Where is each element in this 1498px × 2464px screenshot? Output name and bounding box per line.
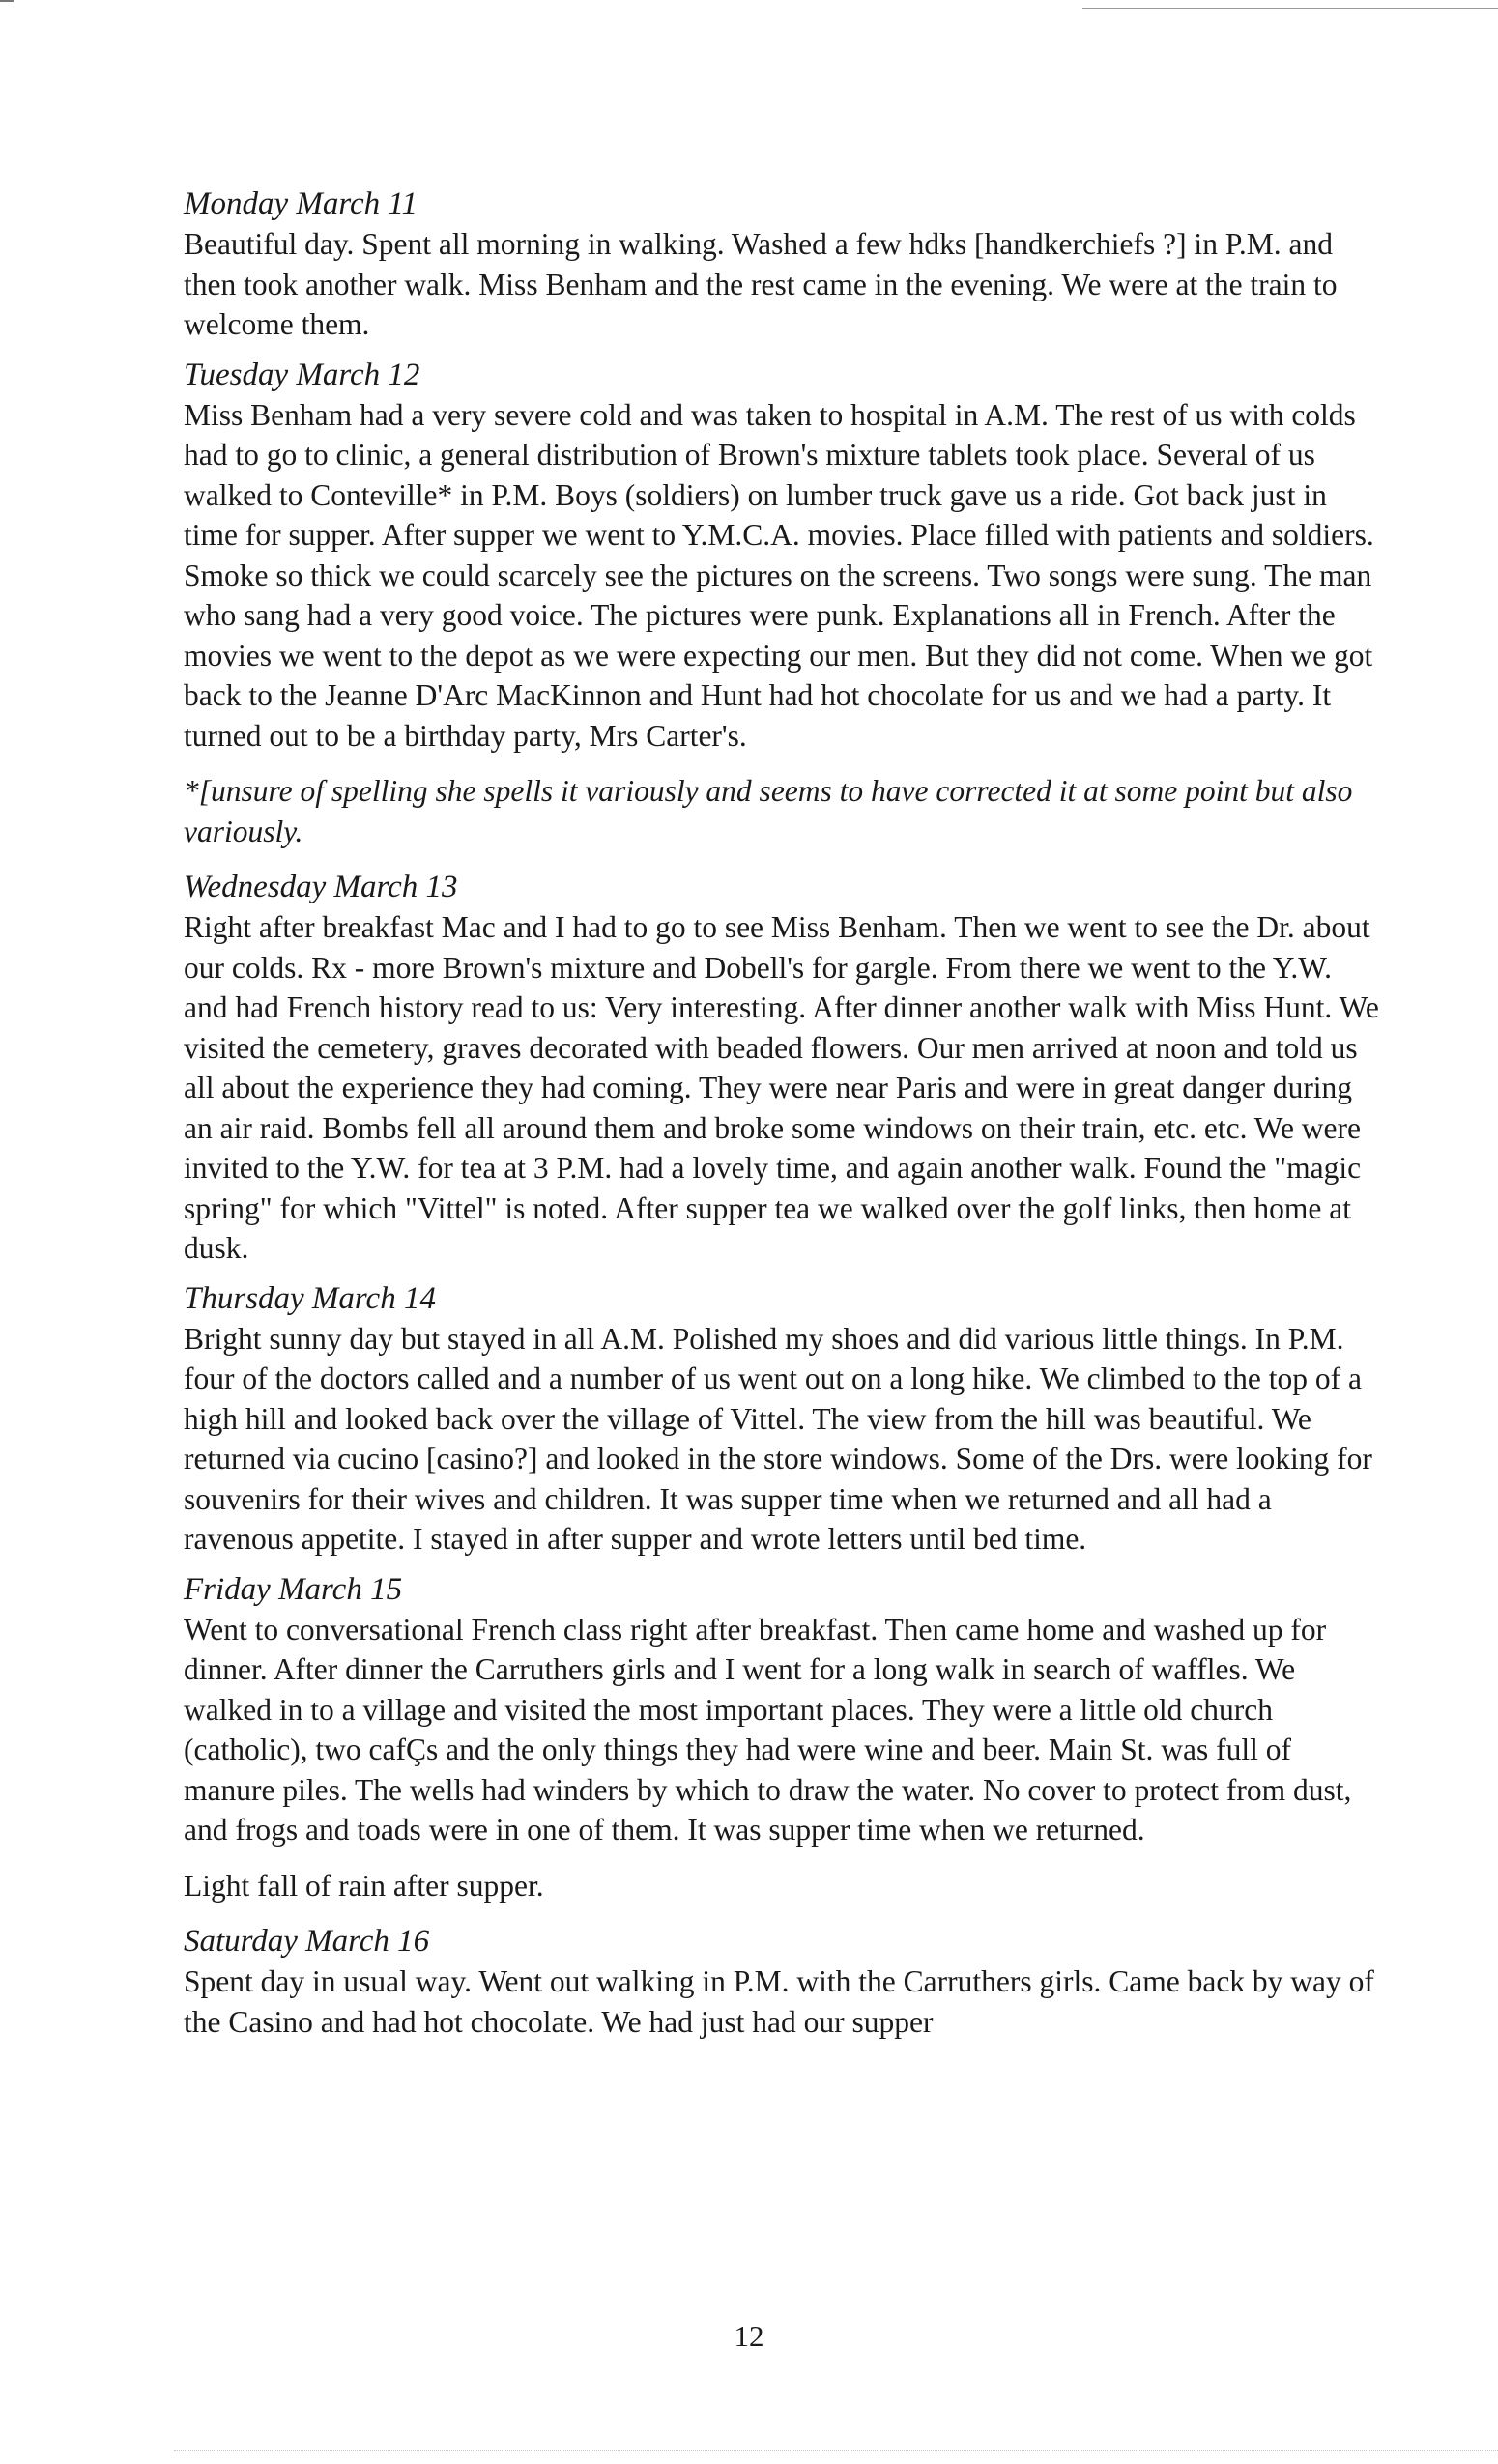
diary-entry-march-11 [184,184,1382,345]
diary-entry-march-16 [184,1921,1382,2042]
diary-entry-march-13 [184,867,1382,1269]
scan-edge-bottom [174,2450,1498,2451]
entry-date: Wednesday March 13 [184,870,458,904]
diary-entry-march-15 [184,1569,1382,1850]
entry-text: Beautiful day. Spent all morning in walking. Washed a few hdks [handkerchiefs ?] in P.M. and then took another walk. Miss Benham and the rest came in the evening. We were at the train to welcome them. [184,227,1338,341]
entry-date: Friday March 15 [184,1571,403,1607]
entry-text: Bright sunny day but stayed in all A.M. Polished my shoes and did various little things. In P.M. four of the doctors called and a number of us went out on a long hike. We climbed to the top of a high hill and looked back over the village of Vittel. The view from the hill was beautiful. We returned via cucino [casino?] and looked in the store windows. Some of the Drs. were looking for souvenirs for their wives and children. It was supper time when we returned and all had a ravenous appetite. I stayed in after supper and wrote letters until bed time. [184,1321,1372,1556]
entry-text: Miss Benham had a very severe cold and was taken to hospital in A.M. The rest of us with colds had to go to clinic, a general distribution of Brown's mixture tablets took place. Several of us walked to Conteville* in P.M. Boys (soldiers) on lumber truck gave us a ride. Got back just in time for supper. After supper we went to Y.M.C.A. movies. Place filled with patients and soldiers. Smoke so thick we could scarcely see the pictures on the screens. Two songs were sung. The man who sang had a very good voice. The pictures were punk. Explanations all in French. After the movies we went to the depot as we were expecting our men. But they did not come. When we got back to the Jeanne D'Arc MacKinnon and Hunt had hot chocolate for us and we had a party. It turned out to be a birthday party, Mrs Carter's. [184,397,1374,753]
scan-edge-left [0,0,14,2]
entry-date: Thursday March 14 [184,1280,436,1316]
entry-text: Went to conversational French class right after breakfast. Then came home and washed up for dinner. After dinner the Carruthers girls and I went for a long walk in search of waffles. We walked in to a village and visited the most important places. They were a little old church (catholic), two cafÇs and the only things they had were wine and beer. Main St. was full of manure piles. The wells had winders by which to draw the water. No cover to protect from dust, and frogs and toads were in one of them. It was supper time when we returned. [184,1612,1352,1847]
page-number: 12 [734,2319,764,2353]
entry-text: Light fall of rain after supper. [184,1868,544,1903]
scan-edge-top [1082,8,1498,9]
entry-text: Right after breakfast Mac and I had to go to see Miss Benham. Then we went to see the Dr. about our colds. Rx - more Brown's mixture and Dobell's for gargle. From there we went to the Y.W. and had French history read to us: Very interesting. After dinner another walk with Miss Hunt. We visited the cemetery, graves decorated with beaded flowers. Our men arrived at noon and told us all about the experience they had coming. They were near Paris and were in great danger during an air raid. Bombs fell all around them and broke some windows on their train, etc. etc. We were invited to the Y.W. for tea at 3 P.M. had a lovely time, and again another walk. Found the "magic spring" for which "Vittel" is noted. After supper tea we walked over the golf links, then home at dusk. [184,910,1379,1265]
editor-note [184,771,1382,851]
diary-page [184,184,1382,2042]
entry-date: Monday March 11 [184,186,418,221]
editor-note-text: *[unsure of spelling she spells it variously and seems to have corrected it at some point but also variously. [184,774,1353,848]
entry-date: Tuesday March 12 [184,357,420,392]
entry-date: Saturday March 16 [184,1924,430,1959]
entry-text: Spent day in usual way. Went out walking in P.M. with the Carruthers girls. Came back by way of the Casino and had hot chocolate. We had just had our supper [184,1964,1374,2039]
diary-entry-march-14 [184,1278,1382,1560]
diary-entry-march-12 [184,355,1382,757]
diary-entry-rain-note [184,1866,1382,1906]
